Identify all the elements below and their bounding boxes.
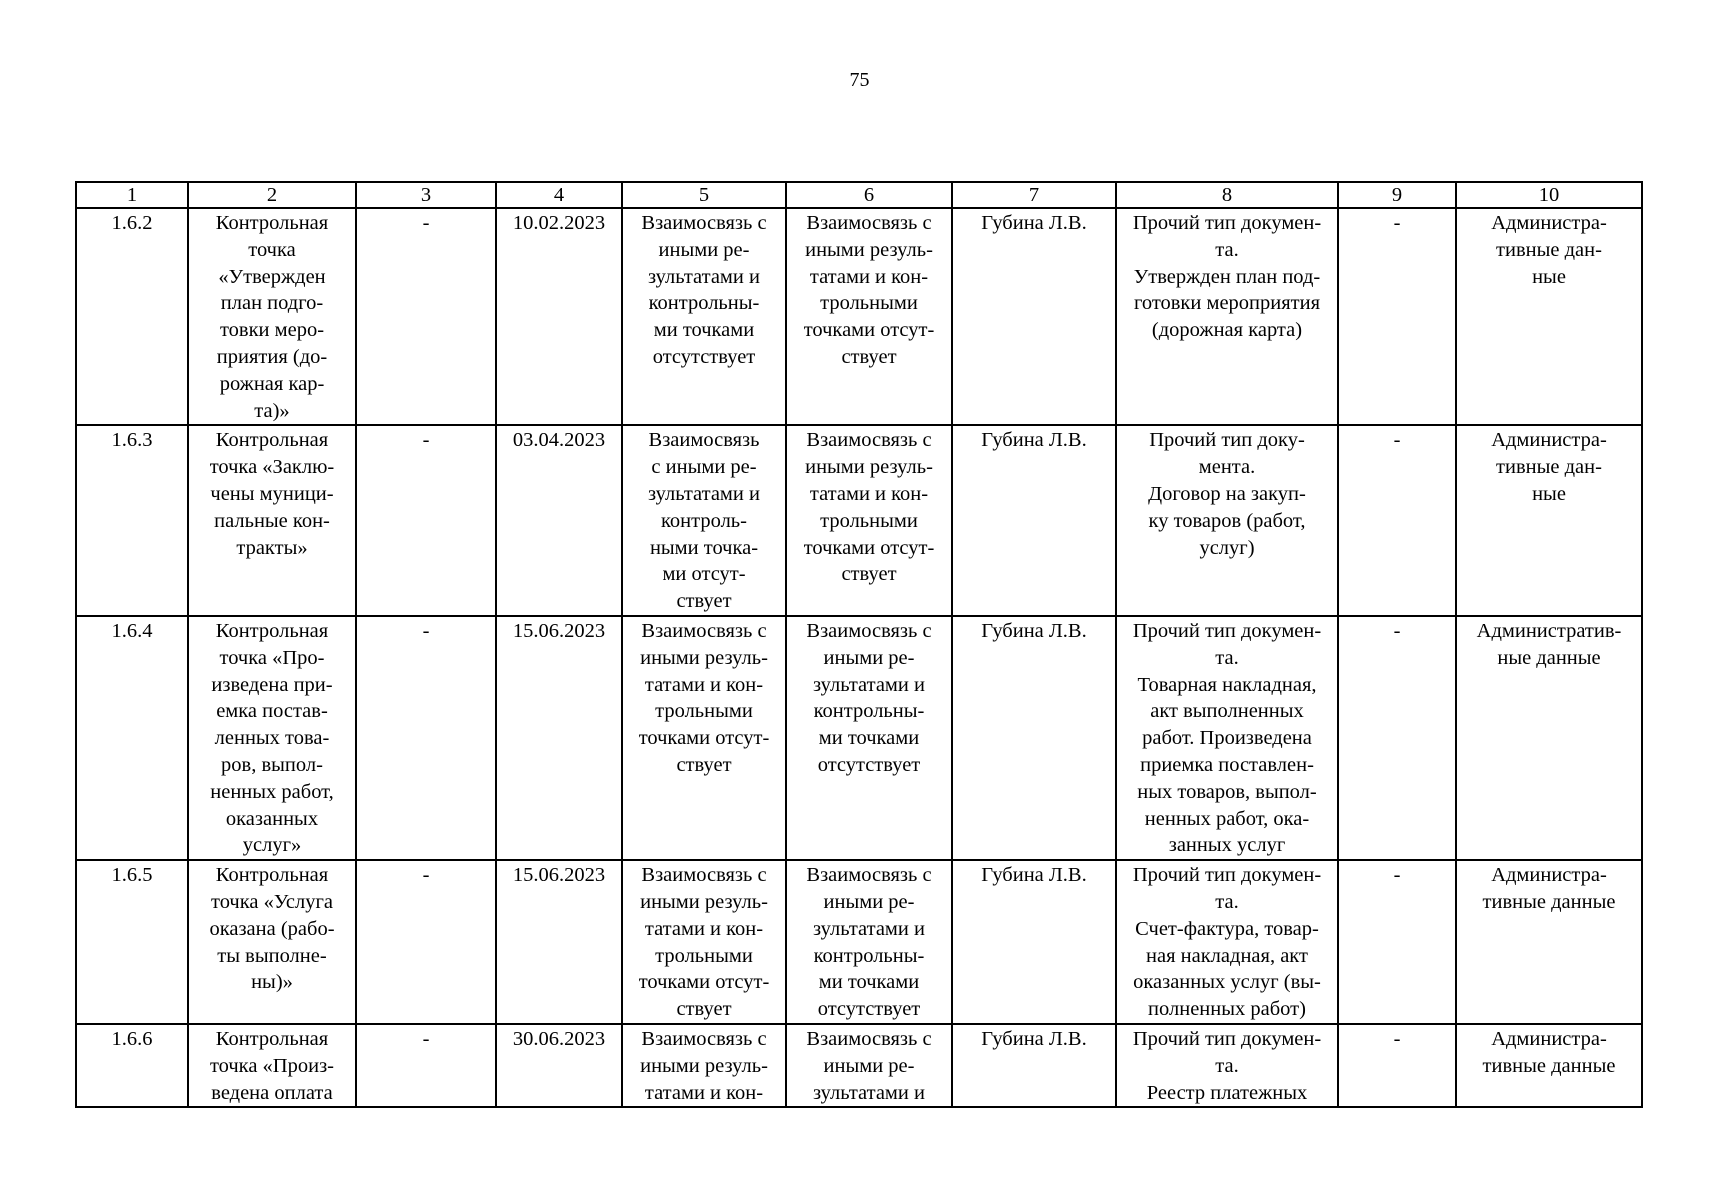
- column-9-cell: -: [1338, 860, 1456, 1024]
- document-type-cell: Прочий тип докумен- та. Утвержден план под- готовки мероприятия (дорожная карта): [1116, 208, 1338, 425]
- data-source-cell: Администра- тивные дан- ные: [1456, 425, 1642, 616]
- column-header: 2: [188, 182, 356, 208]
- relationship-cell: Взаимосвязь с иными резуль- татами и кон- трольными точками отсут- ствует: [786, 425, 952, 616]
- column-3-cell: -: [356, 425, 496, 616]
- responsible-cell: Губина Л.В.: [952, 616, 1116, 860]
- row-number-cell: 1.6.3: [76, 425, 188, 616]
- column-header: 4: [496, 182, 622, 208]
- date-cell: 30.06.2023: [496, 1024, 622, 1107]
- column-header: 1: [76, 182, 188, 208]
- relationship-cell: Взаимосвязь с иными ре- зультатами и контроль- ными точка- ми отсут- ствует: [622, 425, 786, 616]
- responsible-cell: Губина Л.В.: [952, 425, 1116, 616]
- control-point-name-cell: Контрольная точка «Про- изведена при- емка постав- ленных това- ров, выпол- ненных работ, оказанных услуг»: [188, 616, 356, 860]
- data-source-cell: Администра- тивные дан- ные: [1456, 208, 1642, 425]
- relationship-cell: Взаимосвязь с иными ре- зультатами и: [786, 1024, 952, 1107]
- document-type-cell: Прочий тип доку- мента. Договор на закуп- ку товаров (работ, услуг): [1116, 425, 1338, 616]
- column-9-cell: -: [1338, 208, 1456, 425]
- column-header: 8: [1116, 182, 1338, 208]
- data-source-cell: Администра- тивные данные: [1456, 1024, 1642, 1107]
- relationship-cell: Взаимосвязь с иными ре- зультатами и контрольны- ми точками отсутствует: [786, 616, 952, 860]
- data-source-cell: Администра- тивные данные: [1456, 860, 1642, 1024]
- relationship-cell: Взаимосвязь с иными резуль- татами и кон- трольными точками отсут- ствует: [786, 208, 952, 425]
- column-9-cell: -: [1338, 616, 1456, 860]
- data-source-cell: Административ- ные данные: [1456, 616, 1642, 860]
- date-cell: 10.02.2023: [496, 208, 622, 425]
- column-3-cell: -: [356, 208, 496, 425]
- column-header: 9: [1338, 182, 1456, 208]
- relationship-cell: Взаимосвязь с иными резуль- татами и кон- трольными точками отсут- ствует: [622, 860, 786, 1024]
- document-type-cell: Прочий тип докумен- та. Товарная накладная, акт выполненных работ. Произведена приемка поставлен- ных товаров, выпол- ненных работ, ока- занных услуг: [1116, 616, 1338, 860]
- column-header: 5: [622, 182, 786, 208]
- relationship-cell: Взаимосвязь с иными резуль- татами и кон- трольными точками отсут- ствует: [622, 616, 786, 860]
- column-3-cell: -: [356, 1024, 496, 1107]
- relationship-cell: Взаимосвязь с иными ре- зультатами и контрольны- ми точками отсутствует: [786, 860, 952, 1024]
- column-header: 3: [356, 182, 496, 208]
- date-cell: 03.04.2023: [496, 425, 622, 616]
- column-9-cell: -: [1338, 425, 1456, 616]
- row-number-cell: 1.6.5: [76, 860, 188, 1024]
- responsible-cell: Губина Л.В.: [952, 208, 1116, 425]
- date-cell: 15.06.2023: [496, 860, 622, 1024]
- control-point-name-cell: Контрольная точка «Заклю- чены муници- пальные кон- тракты»: [188, 425, 356, 616]
- header-row: [76, 182, 1642, 208]
- row-number-cell: 1.6.6: [76, 1024, 188, 1107]
- control-points-table: [75, 181, 1643, 1108]
- control-point-name-cell: Контрольная точка «Произ- ведена оплата: [188, 1024, 356, 1107]
- column-9-cell: -: [1338, 1024, 1456, 1107]
- relationship-cell: Взаимосвязь с иными ре- зультатами и контрольны- ми точками отсутствует: [622, 208, 786, 425]
- control-point-name-cell: Контрольная точка «Утвержден план подго- товки меро- приятия (до- рожная кар- та)»: [188, 208, 356, 425]
- column-header: 10: [1456, 182, 1642, 208]
- column-3-cell: -: [356, 616, 496, 860]
- date-cell: 15.06.2023: [496, 616, 622, 860]
- table-row: [76, 425, 1642, 616]
- row-number-cell: 1.6.4: [76, 616, 188, 860]
- document-type-cell: Прочий тип докумен- та. Счет-фактура, товар- ная накладная, акт оказанных услуг (вы- полненных работ): [1116, 860, 1338, 1024]
- relationship-cell: Взаимосвязь с иными резуль- татами и кон-: [622, 1024, 786, 1107]
- control-point-name-cell: Контрольная точка «Услуга оказана (рабо- ты выполне- ны)»: [188, 860, 356, 1024]
- row-number-cell: 1.6.2: [76, 208, 188, 425]
- table-row: [76, 616, 1642, 860]
- column-3-cell: -: [356, 860, 496, 1024]
- document-type-cell: Прочий тип докумен- та. Реестр платежных: [1116, 1024, 1338, 1107]
- table-row: [76, 1024, 1642, 1107]
- table-row: [76, 208, 1642, 425]
- page-number: 75: [849, 69, 870, 91]
- responsible-cell: Губина Л.В.: [952, 1024, 1116, 1107]
- column-header: 6: [786, 182, 952, 208]
- table-row: [76, 860, 1642, 1024]
- column-header: 7: [952, 182, 1116, 208]
- responsible-cell: Губина Л.В.: [952, 860, 1116, 1024]
